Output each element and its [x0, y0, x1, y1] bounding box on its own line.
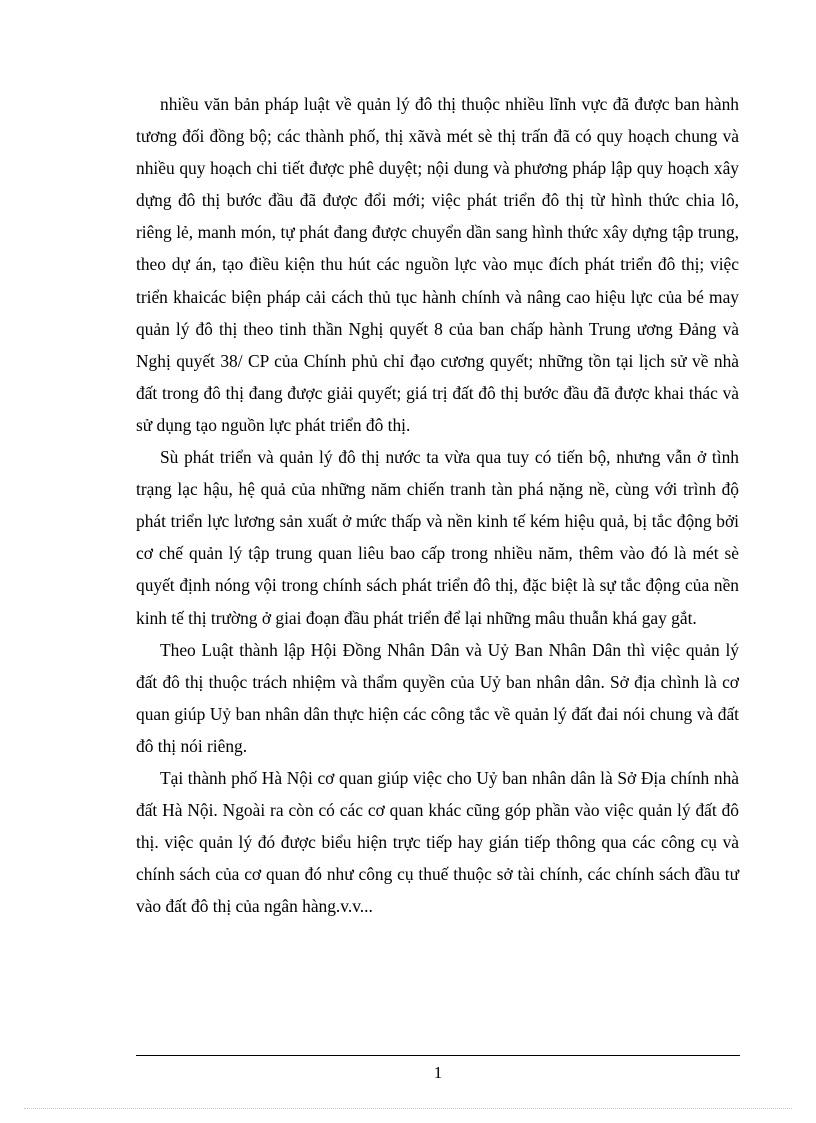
page-number: 1: [433, 1063, 443, 1082]
paragraph-1: nhiều văn bản pháp luật về quản lý đô thị thuộc nhiều lĩnh vực đã được ban hành tương đối đồng bộ; các thành phố, thị xãvà mét sè thị trấn đã có quy hoạch chung và nhiều quy hoạch chi tiết được phê duyệt; nội dung và phương pháp lập quy hoạch xây dựng đô thị bước đầu đã được đổi mới; việc phát triển đô thị từ hình thức chia lô, riêng lẻ, manh món, tự phát đang được chuyển dần sang hình thức xây dựng tập trung, theo dự án, tạo điều kiện thu hút các nguồn lực vào mục đích phát triển đô thị; việc triển khaicác biện pháp cải cách thủ tục hành chính và nâng cao hiệu lực của bé may quản lý đô thị theo tinh thần Nghị quyết 8 của ban chấp hành Trung ương Đảng và Nghị quyết 38/ CP của Chính phủ chỉ đạo cương quyết; những tồn tại lịch sử về nhà đất trong đô thị đang được giải quyết; giá trị đất đô thị bước đầu đã được khai thác và sử dụng tạo nguồn lực phát triển đô thị.: [136, 94, 739, 435]
paragraph-3: Theo Luật thành lập Hội Đồng Nhân Dân và Uỷ Ban Nhân Dân thì việc quản lý đất đô thị thuộc trách nhiệm và thẩm quyền của Uỷ ban nhân dân. Sở địa chình là cơ quan giúp Uỷ ban nhân dân thực hiện các công tắc về quản lý đất đai nói chung và đất đô thị nói riêng.: [136, 639, 739, 756]
page-bottom-border: [24, 1108, 792, 1109]
document-body: [136, 88, 739, 922]
paragraph-2: Sù phát triển và quản lý đô thị nước ta vừa qua tuy có tiến bộ, nhưng vẫn ở tình trạng lạc hậu, hệ quả của những năm chiến tranh tàn phá nặng nề, cùng với trình độ phát triển lực lương sản xuất ở mức thấp và nền kinh tế kém hiệu quả, bị tắc động bởi cơ chế quản lý tập trung quan liêu bao cấp trong nhiều năm, thêm vào đó là mét sè quyết định nóng vội trong chính sách phát triển đô thị, đặc biệt là sự tắc động của nền kinh tế thị trường ở giai đoạn đầu phát triển để lại những mâu thuẫn khá gay gắt.: [136, 447, 739, 628]
paragraph-4: Tại thành phố Hà Nội cơ quan giúp việc cho Uỷ ban nhân dân là Sở Địa chính nhà đất Hà Nội. Ngoài ra còn có các cơ quan khác cũng góp phần vào việc quản lý đất đô thị. việc quản lý đó được biểu hiện trực tiếp hay gián tiếp thông qua các công cụ và chính sách của cơ quan đó như công cụ thuế thuộc sở tài chính, các chính sách đầu tư vào đất đô thị của ngân hàng.v.v...: [136, 767, 739, 917]
footer-divider: [136, 1055, 740, 1056]
